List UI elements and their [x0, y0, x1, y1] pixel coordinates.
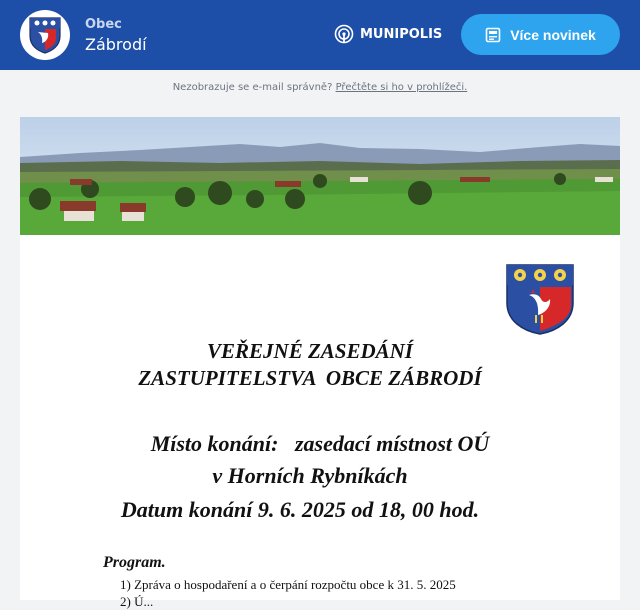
town-name[interactable]: Zábrodí — [85, 35, 147, 54]
meeting-date: Datum konání 9. 6. 2025 od 18, 00 hod. — [120, 497, 480, 522]
more-news-button[interactable] — [461, 14, 620, 55]
meeting-place-line1: Místo konání: zasedací místnost OÚ — [150, 431, 490, 456]
program-item: 1) Zpráva o hospodaření a o čerpání rozpočtu obce k 31. 5. 2025 — [120, 577, 456, 592]
munipolis-icon — [334, 24, 354, 44]
more-news-label: Více novinek — [510, 26, 596, 43]
coat-of-arms-icon — [505, 263, 575, 335]
program-heading: Program. — [103, 554, 166, 571]
program-item: 2) Ú... — [120, 594, 154, 609]
meeting-title-line2: ZASTUPITELSTVA OBCE ZÁBRODÍ — [138, 366, 482, 390]
email-notice — [0, 82, 640, 93]
munipolis-wordmark: MUNIPOLIS — [360, 26, 443, 42]
meeting-title-line1: VEŘEJNÉ ZASEDÁNÍ — [207, 339, 413, 363]
view-in-browser-link[interactable]: Přečtěte si ho v prohlížeči. — [335, 82, 468, 93]
crest-icon — [28, 16, 62, 54]
header-bar — [0, 0, 640, 70]
munipolis-logo[interactable] — [334, 24, 442, 44]
notice-text: Nezobrazuje se e-mail správně? — [172, 82, 333, 93]
landscape-photo[interactable] — [20, 117, 620, 235]
header-label: Obec — [85, 17, 122, 32]
town-crest-logo[interactable] — [20, 10, 70, 60]
meeting-place-line2: v Horních Rybníkách — [212, 463, 408, 488]
newspaper-icon — [485, 27, 501, 43]
scanned-document — [20, 235, 620, 609]
newsletter-card — [20, 117, 620, 609]
